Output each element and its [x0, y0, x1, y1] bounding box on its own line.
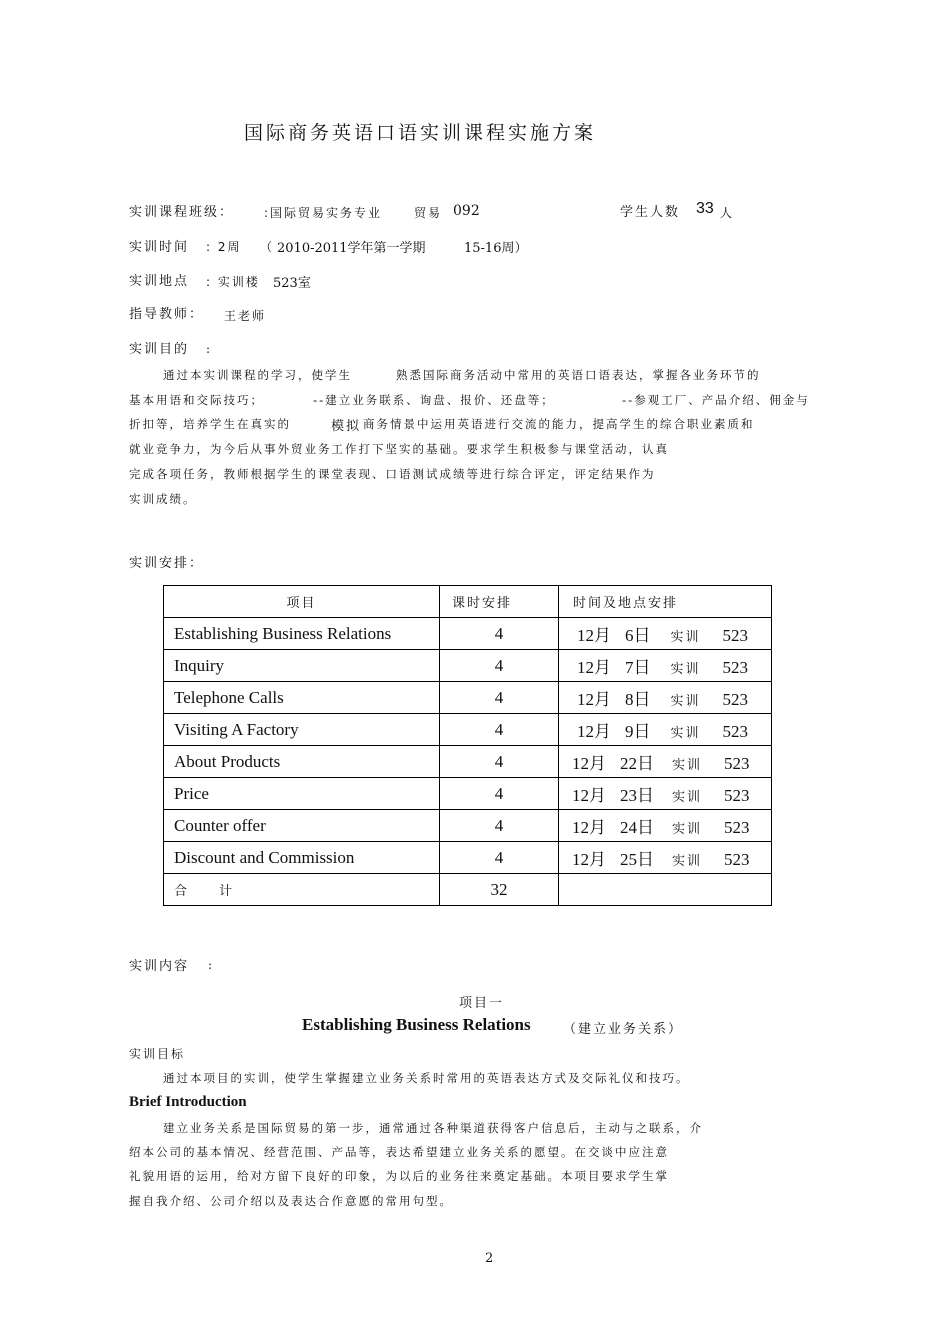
goal-text: 基本用语和交际技巧； [129, 393, 264, 407]
row-topic: Discount and Commission [164, 842, 440, 874]
students-label: 学生人数 [620, 205, 681, 220]
table-row [164, 842, 772, 874]
header-topic: 项目 [164, 586, 440, 618]
goal-text: 熟悉国际商务活动中常用的英语口语表达，掌握各业务环节的 [396, 368, 761, 382]
row-time-place [559, 682, 772, 714]
row-month: 12月 [577, 690, 611, 709]
total-hours: 32 [440, 874, 559, 906]
class-number: 092 [453, 203, 480, 219]
time-label: 实训时间 [129, 240, 190, 255]
row-day: 22日 [620, 754, 654, 773]
goal-text: 折扣等，培养学生在真实的 [129, 417, 291, 431]
row-month: 12月 [577, 722, 611, 741]
goal-colon: : [206, 342, 211, 356]
unit-title-cn: （建立业务关系） [563, 1022, 684, 1037]
table-row [164, 650, 772, 682]
goal-text: 通过本实训课程的学习，使学生 [163, 368, 352, 382]
place-label: 实训地点 [129, 274, 190, 289]
students-unit: 人 [720, 206, 735, 220]
page-number: 2 [485, 1251, 494, 1266]
class-value: :国际贸易实务专业 [264, 206, 383, 220]
row-room: 523 [724, 818, 750, 837]
row-time-place [559, 778, 772, 810]
goal-text: 模拟 [331, 419, 362, 434]
time-weeks: 15-16周） [464, 241, 528, 256]
row-room: 523 [724, 850, 750, 869]
class-label: 实训课程班级： [129, 205, 235, 220]
page-title: 国际商务英语口语实训课程实施方案 [244, 122, 597, 144]
goal-text: 完成各项任务，教师根据学生的课堂表现、口语测试成绩等进行综合评定，评定结果作为 [129, 467, 656, 481]
objective-text: 通过本项目的实训，使学生掌握建立业务关系时常用的英语表达方式及交际礼仪和技巧。 [163, 1071, 690, 1085]
row-month: 12月 [572, 754, 606, 773]
row-hours: 4 [440, 618, 559, 650]
row-room: 523 [724, 754, 750, 773]
brief-text: 礼貌用语的运用，给对方留下良好的印象，为以后的业务往来奠定基础。本项目要求学生掌 [129, 1169, 669, 1183]
row-hours: 4 [440, 778, 559, 810]
goal-text: 就业竞争力，为今后从事外贸业务工作打下坚实的基础。要求学生积极参与课堂活动，认真 [129, 442, 669, 456]
row-topic: Counter offer [164, 810, 440, 842]
row-room: 523 [722, 690, 749, 709]
row-time-place [559, 650, 772, 682]
row-day: 23日 [620, 786, 654, 805]
row-place: 实训 [670, 694, 701, 709]
row-time-place [559, 842, 772, 874]
row-topic: Price [164, 778, 440, 810]
row-topic: Establishing Business Relations [164, 618, 440, 650]
row-place: 实训 [670, 662, 701, 677]
place-value: : 实训楼 [206, 275, 260, 289]
row-place: 实训 [672, 822, 703, 837]
row-topic: Inquiry [164, 650, 440, 682]
goal-text: --建立业务联系、询盘、报价、还盘等； [313, 393, 555, 407]
content-colon: : [208, 958, 213, 972]
table-row [164, 746, 772, 778]
goal-text: 实训成绩。 [129, 492, 197, 506]
row-hours: 4 [440, 746, 559, 778]
time-value: : 2周 [206, 240, 242, 254]
row-place: 实训 [670, 630, 701, 645]
row-month: 12月 [577, 658, 611, 677]
time-year: 2010-2011学年第一学期 [277, 241, 426, 256]
row-day: 8日 [625, 690, 651, 709]
table-row [164, 682, 772, 714]
schedule-table [163, 585, 772, 906]
time-detail: （ [260, 240, 275, 254]
brief-text: 握自我介绍、公司介绍以及表达合作意愿的常用句型。 [129, 1194, 453, 1208]
row-time-place [559, 746, 772, 778]
row-month: 12月 [572, 786, 606, 805]
objective-label: 实训目标 [129, 1047, 186, 1061]
row-place: 实训 [670, 726, 701, 741]
row-day: 25日 [620, 850, 654, 869]
row-topic: About Products [164, 746, 440, 778]
row-room: 523 [722, 658, 749, 677]
row-place: 实训 [672, 854, 703, 869]
row-month: 12月 [577, 626, 611, 645]
row-day: 6日 [625, 626, 651, 645]
class-grade: 贸易 [414, 206, 443, 220]
place-room: 523室 [273, 276, 311, 291]
row-place: 实训 [672, 758, 703, 773]
row-room: 523 [722, 722, 749, 741]
table-total-row [164, 874, 772, 906]
row-hours: 4 [440, 842, 559, 874]
row-time-place [559, 714, 772, 746]
row-hours: 4 [440, 650, 559, 682]
unit-title-en: Establishing Business Relations [302, 1015, 531, 1034]
row-room: 523 [722, 626, 749, 645]
row-place: 实训 [672, 790, 703, 805]
table-row [164, 714, 772, 746]
header-time-place: 时间及地点安排 [559, 586, 772, 618]
goal-text: 商务情景中运用英语进行交流的能力，提高学生的综合职业素质和 [363, 417, 755, 431]
row-topic: Telephone Calls [164, 682, 440, 714]
row-room: 523 [724, 786, 750, 805]
schedule-label: 实训安排： [129, 556, 205, 571]
brief-text: 建立业务关系是国际贸易的第一步，通常通过各种渠道获得客户信息后，主动与之联系，介 [163, 1121, 703, 1135]
row-topic: Visiting A Factory [164, 714, 440, 746]
unit-number: 项目一 [459, 996, 505, 1011]
table-row [164, 618, 772, 650]
row-hours: 4 [440, 682, 559, 714]
row-time-place [559, 810, 772, 842]
goal-label: 实训目的 [129, 342, 190, 357]
goal-text: --参观工厂、产品介绍、佣金与 [622, 393, 810, 407]
brief-text: 绍本公司的基本情况、经营范围、产品等，表达希望建立业务关系的愿望。在交谈中应注意 [129, 1145, 669, 1159]
table-row [164, 778, 772, 810]
total-label: 合 计 [164, 874, 440, 906]
row-hours: 4 [440, 810, 559, 842]
table-header-row [164, 586, 772, 618]
row-month: 12月 [572, 850, 606, 869]
row-time-place [559, 618, 772, 650]
teacher-label: 指导教师： [129, 307, 205, 322]
students-value: 33 [696, 200, 714, 217]
row-day: 24日 [620, 818, 654, 837]
row-day: 7日 [625, 658, 651, 677]
table-row [164, 810, 772, 842]
teacher-value: 王老师 [224, 309, 267, 323]
brief-intro-label: Brief Introduction [129, 1094, 247, 1110]
row-hours: 4 [440, 714, 559, 746]
total-empty [559, 874, 772, 906]
content-label: 实训内容 [129, 959, 190, 974]
row-month: 12月 [572, 818, 606, 837]
row-day: 9日 [625, 722, 651, 741]
header-hours: 课时安排 [440, 586, 559, 618]
